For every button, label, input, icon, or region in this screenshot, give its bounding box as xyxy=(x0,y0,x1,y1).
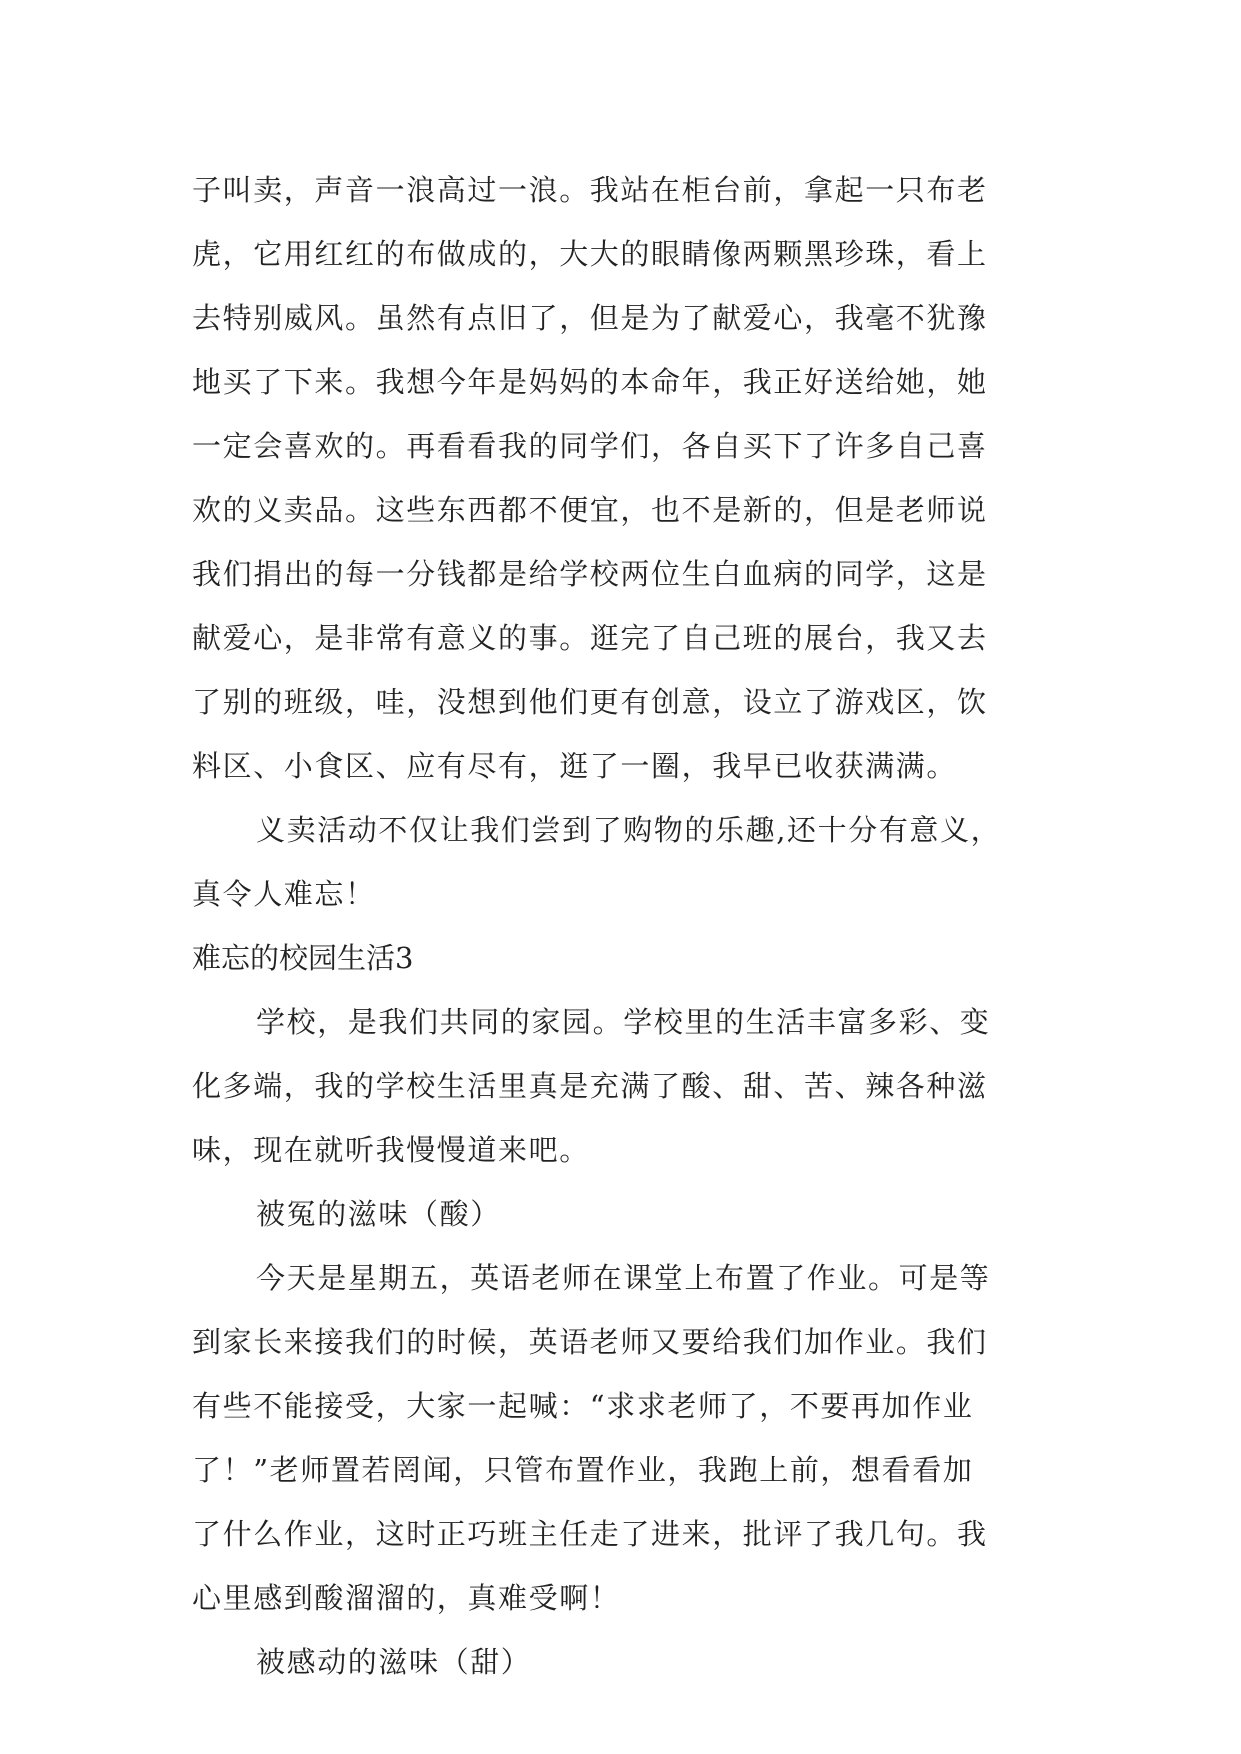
paragraph-line: 化多端，我的学校生活里真是充满了酸、甜、苦、辣各种滋 xyxy=(192,1069,988,1103)
paragraph-line: 有些不能接受，大家一起喊：“求求老师了，不要再加作业 xyxy=(192,1389,974,1423)
document-body xyxy=(192,158,1052,1694)
paragraph-line: 了什么作业，这时正巧班主任走了进来，批评了我几句。我 xyxy=(192,1517,988,1551)
paragraph-line: 了！”老师置若罔闻，只管布置作业，我跑上前，想看看加 xyxy=(192,1453,974,1487)
paragraph-line: 子叫卖，声音一浪高过一浪。我站在柜台前，拿起一只布老 xyxy=(192,173,988,207)
paragraph-line: 虎，它用红红的布做成的，大大的眼睛像两颗黑珍珠，看上 xyxy=(192,237,988,271)
paragraph-line: 学校，是我们共同的家园。学校里的生活丰富多彩、变 xyxy=(256,1005,991,1039)
subheading: 被冤的滋味（酸） xyxy=(256,1197,501,1231)
section-title: 难忘的校园生活3 xyxy=(192,941,414,975)
paragraph-line: 料区、小食区、应有尽有，逛了一圈，我早已收获满满。 xyxy=(192,749,958,783)
paragraph-line: 一定会喜欢的。再看看我的同学们，各自买下了许多自己喜 xyxy=(192,429,988,463)
paragraph-line: 今天是星期五，英语老师在课堂上布置了作业。可是等 xyxy=(256,1261,991,1295)
paragraph-line: 了别的班级，哇，没想到他们更有创意，设立了游戏区，饮 xyxy=(192,685,988,719)
paragraph-line: 义卖活动不仅让我们尝到了购物的乐趣,还十分有意义， xyxy=(256,813,1002,847)
paragraph-line: 去特别威风。虽然有点旧了，但是为了献爱心，我毫不犹豫 xyxy=(192,301,988,335)
subheading: 被感动的滋味（甜） xyxy=(256,1645,532,1679)
paragraph-line: 地买了下来。我想今年是妈妈的本命年，我正好送给她，她 xyxy=(192,365,988,399)
paragraph-line: 献爱心，是非常有意义的事。逛完了自己班的展台，我又去 xyxy=(192,621,988,655)
paragraph-line: 我们捐出的每一分钱都是给学校两位生白血病的同学，这是 xyxy=(192,557,988,591)
paragraph-line: 真令人难忘！ xyxy=(192,877,376,911)
paragraph-line: 味，现在就听我慢慢道来吧。 xyxy=(192,1133,590,1167)
paragraph-line: 到家长来接我们的时候，英语老师又要给我们加作业。我们 xyxy=(192,1325,988,1359)
paragraph-line: 心里感到酸溜溜的，真难受啊！ xyxy=(192,1581,621,1615)
paragraph-line: 欢的义卖品。这些东西都不便宜，也不是新的，但是老师说 xyxy=(192,493,988,527)
